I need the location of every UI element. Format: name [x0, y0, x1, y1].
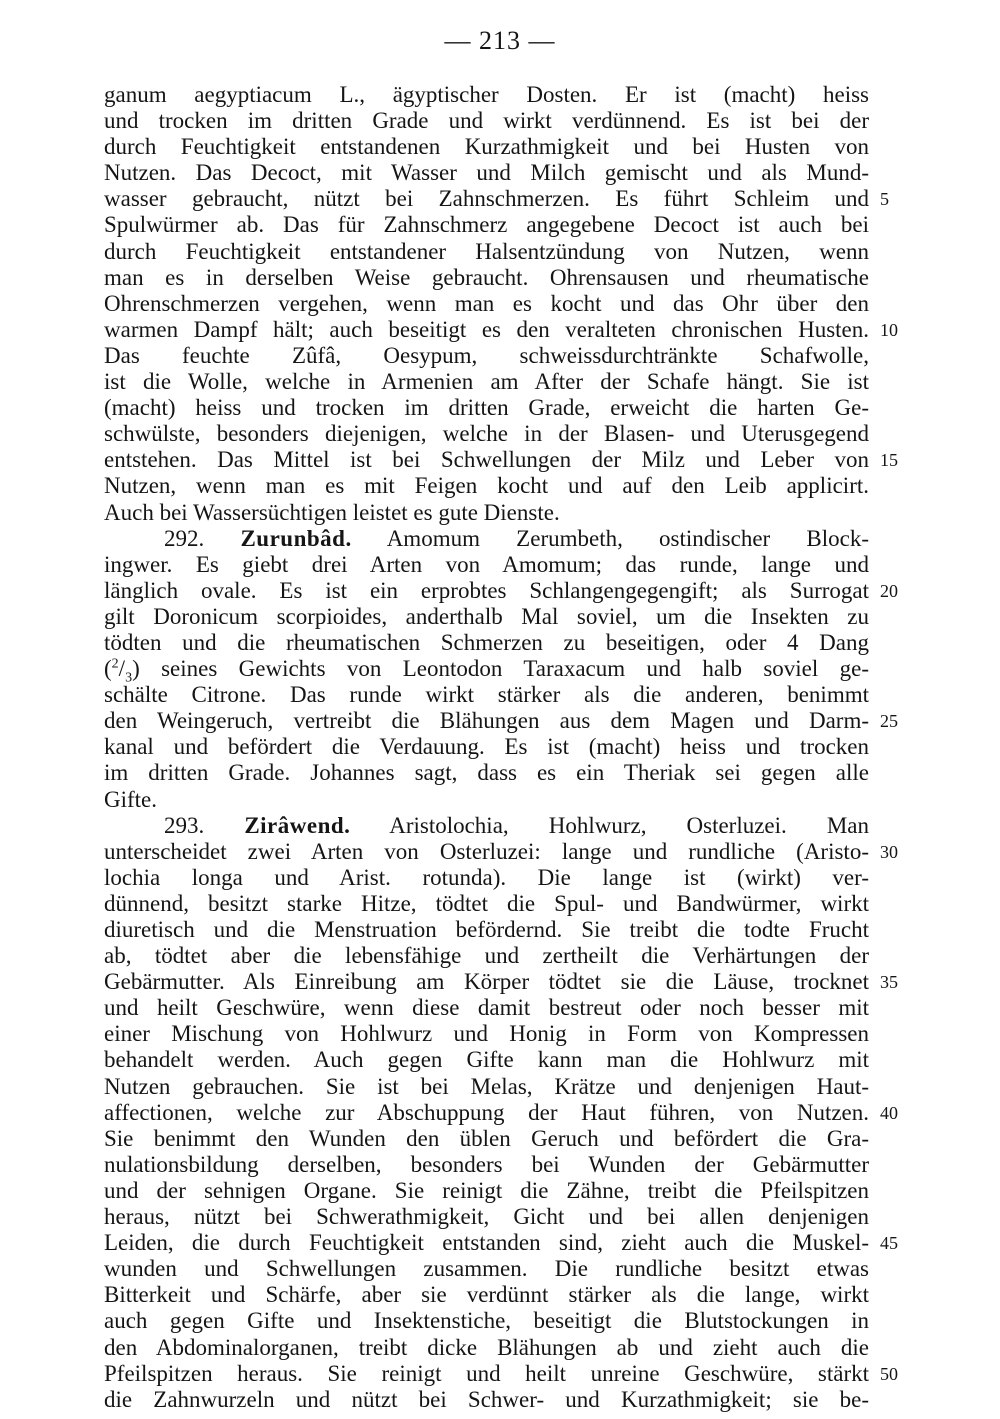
text-line: durch Feuchtigkeit entstandenen Kurzathmigkeit und bei Husten von: [104, 134, 869, 160]
text-line: dünnend, besitzt starke Hitze, tödtet die Spul- und Bandwürmer, wirkt: [104, 890, 869, 916]
text-line: wasser gebraucht, nützt bei Zahnschmerzen. Es führt Schleim und: [104, 186, 869, 212]
text-line: Spulwürmer ab. Das für Zahnschmerz angegebene Decoct ist auch bei: [104, 212, 869, 238]
text-line: und trocken im dritten Grade und wirkt verdünnend. Es ist bei der: [104, 108, 869, 134]
text-line: unterscheidet zwei Arten von Osterluzei: lange und rundliche (Aristo-: [104, 838, 869, 864]
text-line-rest: seines Gewichts von Leontodon Taraxacum und halb soviel ge-: [161, 656, 869, 682]
text-line: (macht) heiss und trocken im dritten Grade, erweicht die harten Ge-: [104, 395, 869, 421]
line-number: 50: [880, 1363, 898, 1384]
text-line: ingwer. Es giebt drei Arten von Amomum; das runde, lange und: [104, 551, 869, 577]
text-line: Nutzen. Das Decoct, mit Wasser und Milch gemischt und als Mund-: [104, 160, 869, 186]
text-line: gilt Doronicum scorpioides, anderthalb Mal soviel, um die Insekten zu: [104, 603, 869, 629]
line-number: 40: [880, 1102, 898, 1123]
text-line: länglich ovale. Es ist ein erprobtes Schlangengegengift; als Surrogat: [104, 577, 869, 603]
text-line: affectionen, welche zur Abschuppung der Haut führen, von Nutzen.: [104, 1099, 869, 1125]
text-line: die Zahnwurzeln und nützt bei Schwer- und Kurzathmigkeit; sie be-: [104, 1386, 869, 1412]
text-line: lochia longa und Arist. rotunda). Die lange ist (wirkt) ver-: [104, 864, 869, 890]
line-number: 45: [880, 1233, 898, 1254]
page-number: — 213 —: [444, 26, 556, 55]
line-number: 20: [880, 580, 898, 601]
text-line: man es in derselben Weise gebraucht. Ohrensausen und rheumatische: [104, 264, 869, 290]
text-line: entstehen. Das Mittel ist bei Schwellungen der Milz und Leber von: [104, 447, 869, 473]
entry-headword: Zurunbâd.: [240, 525, 352, 551]
text-line: Gebärmutter. Als Einreibung am Körper tödtet sie die Läuse, trocknet: [104, 969, 869, 995]
text-line: Bitterkeit und Schärfe, aber sie verdünnt stärker als die lange, wirkt: [104, 1282, 869, 1308]
line-number: 35: [880, 972, 898, 993]
line-number: 30: [880, 841, 898, 862]
text-line: warmen Dampf hält; auch beseitigt es den veralteten chronischen Husten.: [104, 316, 869, 342]
text-line: tödten und die rheumatischen Schmerzen zu beseitigen, oder 4 Dang: [104, 629, 869, 655]
text-line: den Weingeruch, vertreibt die Blähungen aus dem Magen und Darm-: [104, 708, 869, 734]
entry-heading-text: Aristolochia, Hohlwurz, Osterluzei. Man: [389, 812, 869, 838]
line-number: 15: [880, 450, 898, 471]
text-line: ganum aegyptiacum L., ägyptischer Dosten. Er ist (macht) heiss: [104, 82, 869, 107]
text-line: auch gegen Gifte und Insektenstiche, beseitigt die Blutstockungen in: [104, 1308, 869, 1334]
text-line: Nutzen, wenn man es mit Feigen kocht und auf den Leib applicirt.: [104, 473, 869, 499]
entry-heading-line: [104, 526, 869, 552]
text-line: Auch bei Wassersüchtigen leistet es gute Dienste.: [104, 499, 560, 525]
entry-number: 293.: [164, 812, 205, 838]
fraction-denominator: 3: [125, 670, 133, 686]
entry-number: 292.: [164, 525, 205, 551]
text-line: Leiden, die durch Feuchtigkeit entstanden sind, zieht auch die Muskel-: [104, 1230, 869, 1256]
line-number: 10: [880, 319, 898, 340]
text-line: ab, tödtet aber die lebensfähige und zertheilt die Verhärtungen der: [104, 943, 869, 969]
text-line: und heilt Geschwüre, wenn diese damit bestreut oder noch besser mit: [104, 995, 869, 1021]
text-line: durch Feuchtigkeit entstandener Halsentzündung von Nutzen, wenn: [104, 238, 869, 264]
text-line: ist die Wolle, welche in Armenien am After der Schafe hängt. Sie ist: [104, 369, 869, 395]
entry-heading-text: Amomum Zerumbeth, ostindischer Block-: [386, 525, 870, 551]
text-line: wunden und Schwellungen zusammen. Die rundliche besitzt etwas: [104, 1256, 869, 1282]
text-line: Ohrenschmerzen vergehen, wenn man es kocht und das Ohr über den: [104, 290, 869, 316]
line-number: 5: [880, 189, 889, 210]
text-line: Das feuchte Zûfâ, Oesypum, schweissdurchtränkte Schafwolle,: [104, 342, 869, 368]
text-line: Sie benimmt den Wunden den üblen Geruch und befördert die Gra-: [104, 1125, 869, 1151]
text-line: Pfeilspitzen heraus. Sie reinigt und heilt unreine Geschwüre, stärkt: [104, 1360, 869, 1386]
entry-heading-line: [104, 813, 869, 839]
text-line: einer Mischung von Hohlwurz und Honig in Form von Kompressen: [104, 1021, 869, 1047]
text-line: heraus, nützt bei Schwerathmigkeit, Gicht und bei allen denjenigen: [104, 1204, 869, 1230]
text-line: schwülste, besonders diejenigen, welche in der Blasen- und Uterusgegend: [104, 421, 869, 447]
text-line: schälte Citrone. Das runde wirkt stärker als die anderen, benimmt: [104, 682, 869, 708]
text-line-fraction: $(^2/_3)$ seines Gewichts von Leontodon Taraxacum und halb soviel ge-: [104, 656, 869, 686]
fraction-slash: /: [118, 656, 126, 682]
text-line: Nutzen gebrauchen. Sie ist bei Melas, Krätze und denjenigen Haut-: [104, 1073, 869, 1099]
text-line: nulationsbildung derselben, besonders bei Wunden der Gebärmutter: [104, 1151, 869, 1177]
text-line: Gifte.: [104, 786, 158, 812]
page-header: [0, 26, 1000, 56]
line-number: 25: [880, 711, 898, 732]
text-body: [104, 82, 869, 1413]
entry-headword: Zirâwend.: [244, 812, 351, 838]
fraction-numerator: 2: [111, 656, 119, 672]
text-line: kanal und befördert die Verdauung. Es ist (macht) heiss und trocken: [104, 734, 869, 760]
text-line: diuretisch und die Menstruation befördernd. Sie treibt die todte Frucht: [104, 917, 869, 942]
text-line: im dritten Grade. Johannes sagt, dass es ein Theriak sei gegen alle: [104, 760, 869, 786]
text-line: den Abdominalorganen, treibt dicke Blähungen ab und zieht auch die: [104, 1334, 869, 1360]
text-line: und der sehnigen Organe. Sie reinigt die Zähne, treibt die Pfeilspitzen: [104, 1177, 869, 1203]
text-line: behandelt werden. Auch gegen Gifte kann man die Hohlwurz mit: [104, 1047, 869, 1073]
